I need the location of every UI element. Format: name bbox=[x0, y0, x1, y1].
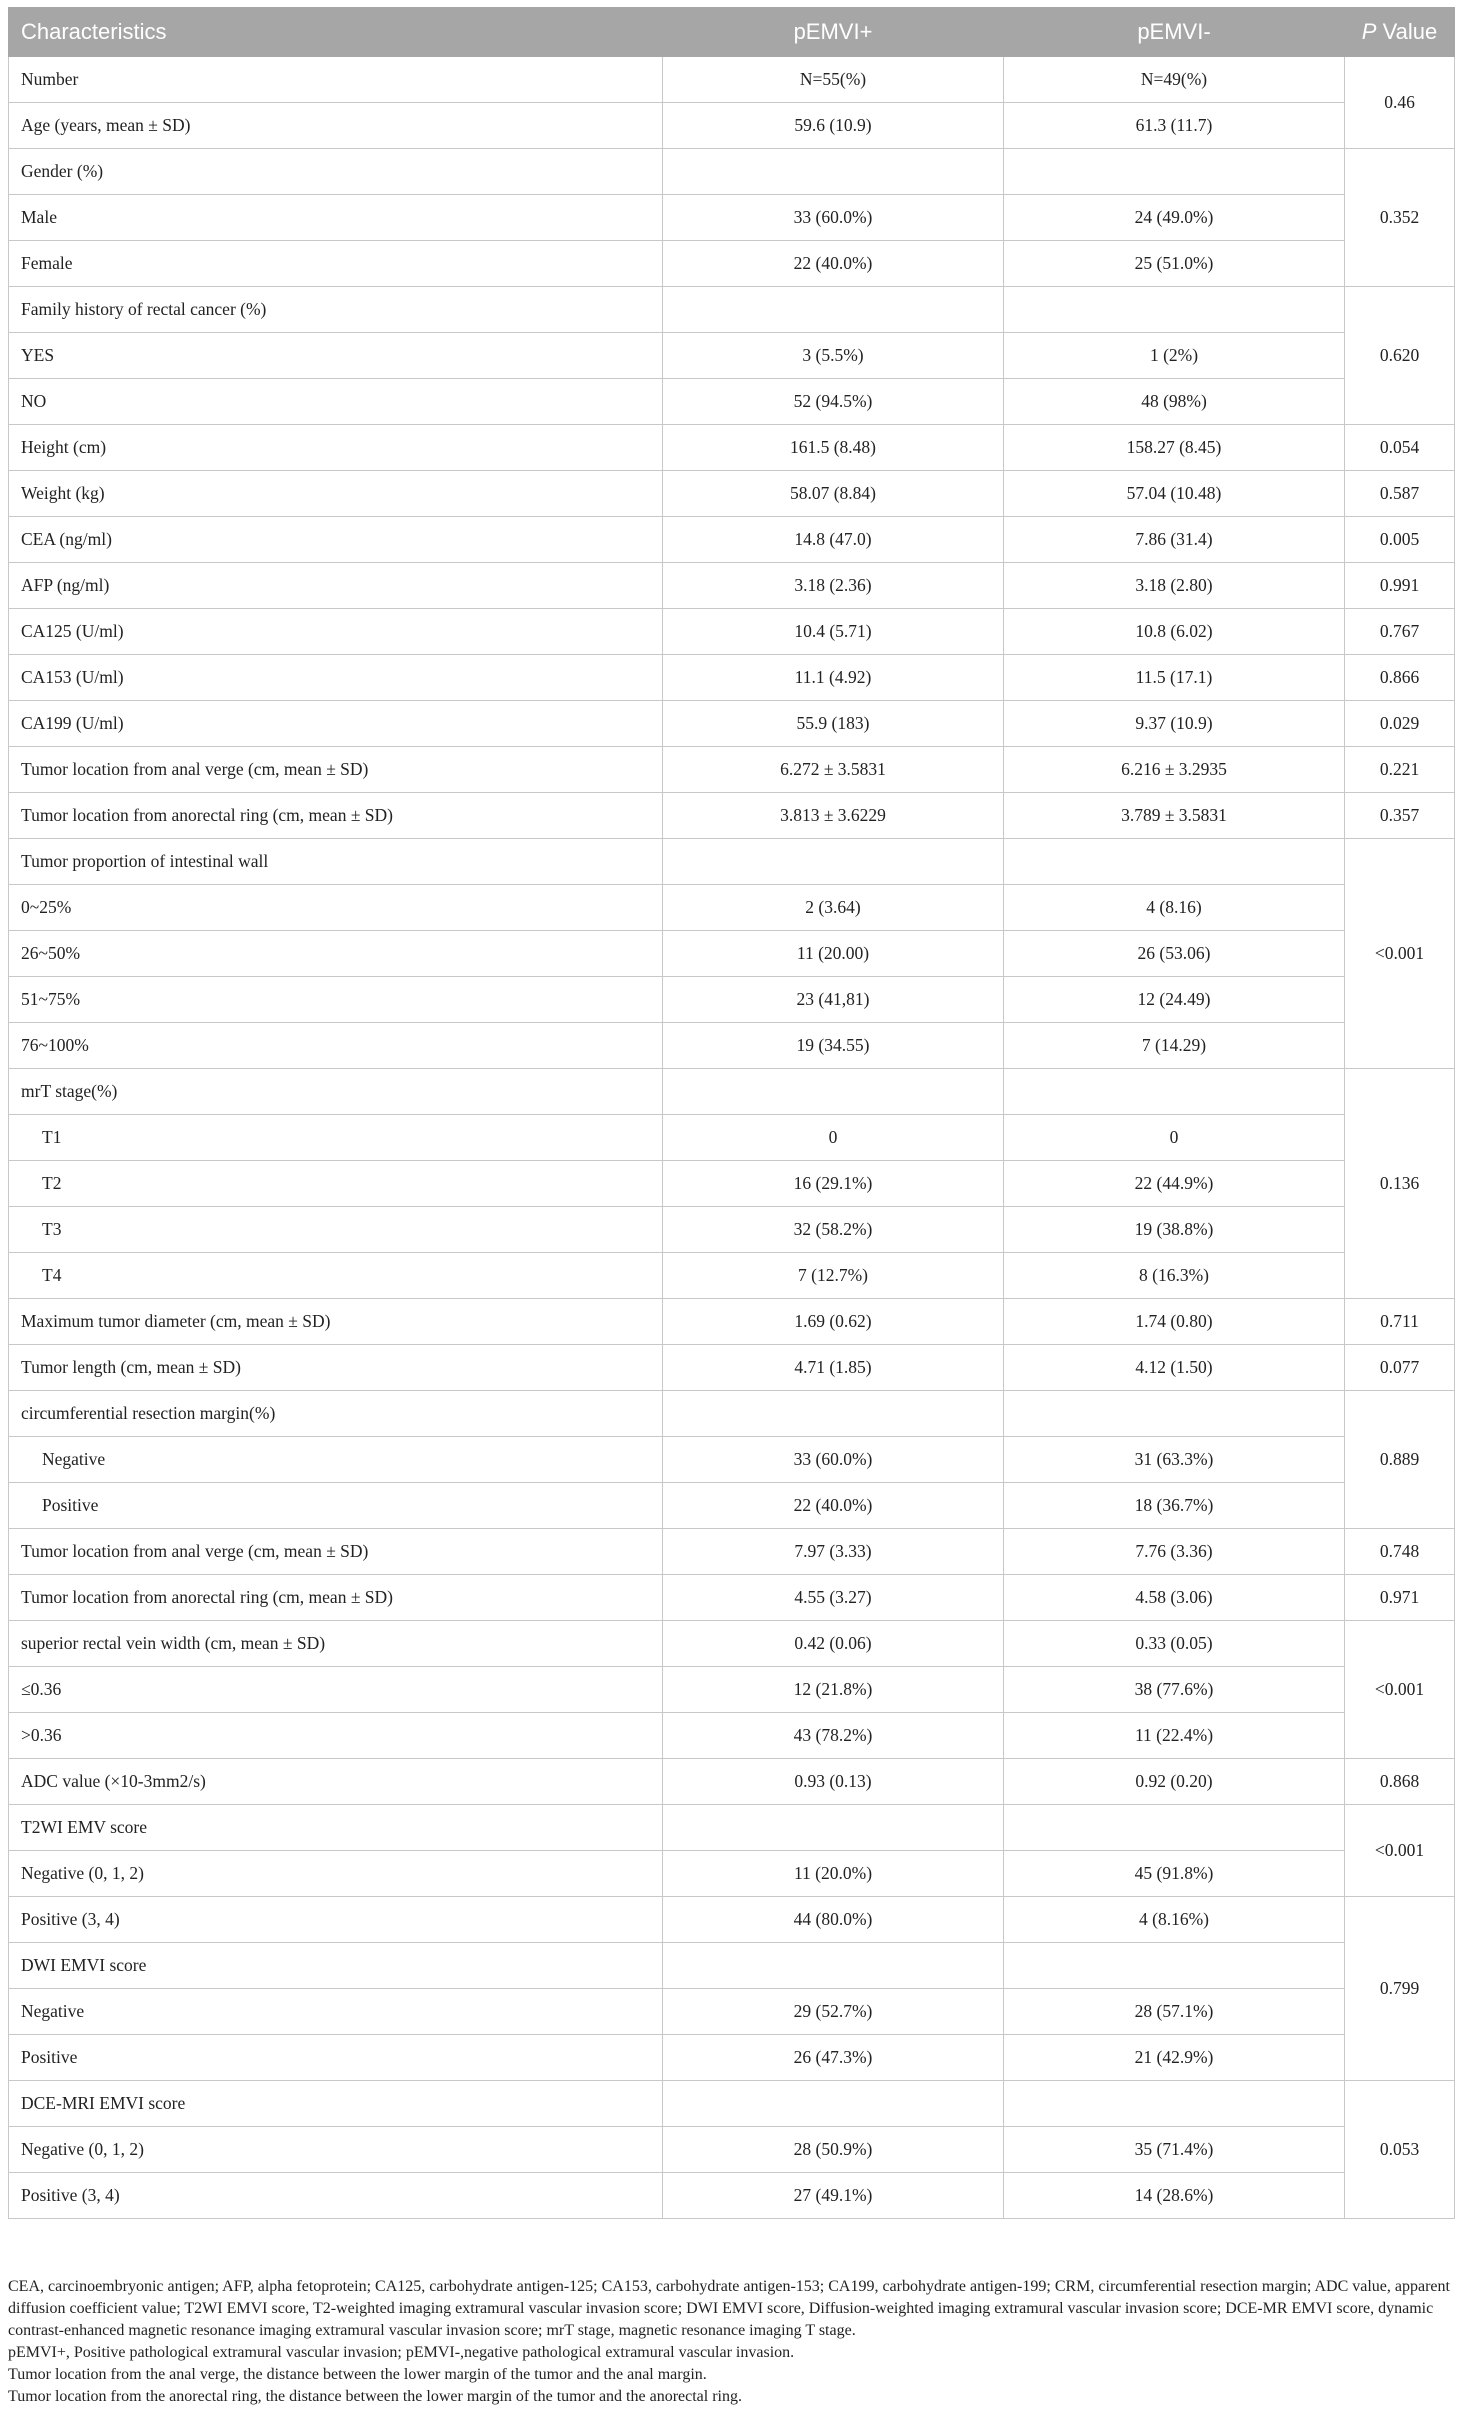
cell-pos: 52 (94.5%) bbox=[663, 379, 1004, 425]
table-row bbox=[9, 931, 1455, 977]
cell-pos: 43 (78.2%) bbox=[663, 1713, 1004, 1759]
characteristics-table bbox=[8, 7, 1455, 2219]
cell-neg: 7.76 (3.36) bbox=[1004, 1529, 1345, 1575]
cell-neg: N=49(%) bbox=[1004, 57, 1345, 103]
row-label: CA199 (U/ml) bbox=[9, 701, 663, 747]
row-label: Weight (kg) bbox=[9, 471, 663, 517]
row-label: T1 bbox=[9, 1115, 663, 1161]
row-label: NO bbox=[9, 379, 663, 425]
table-row bbox=[9, 379, 1455, 425]
row-label: Family history of rectal cancer (%) bbox=[9, 287, 663, 333]
cell-neg: 4.12 (1.50) bbox=[1004, 1345, 1345, 1391]
cell-neg: 38 (77.6%) bbox=[1004, 1667, 1345, 1713]
cell-pos: 4.71 (1.85) bbox=[663, 1345, 1004, 1391]
cell-pos: 2 (3.64) bbox=[663, 885, 1004, 931]
table-row bbox=[9, 563, 1455, 609]
cell-pos: 44 (80.0%) bbox=[663, 1897, 1004, 1943]
header-pemvi-positive: pEMVI+ bbox=[663, 8, 1004, 57]
table-row bbox=[9, 2035, 1455, 2081]
cell-pos: 4.55 (3.27) bbox=[663, 1575, 1004, 1621]
footnote-abbreviations: CEA, carcinoembryonic antigen; AFP, alpha fetoprotein; CA125, carbohydrate antigen-125; CA153, carbohydrate antigen-153; CA199, carbohydrate antigen-199; CRM, circumferential resection margin; ADC value, apparent diffusion coefficient value; T2WI EMVI score, T2-weighted imaging extramural vascular invasion score; DWI EMVI score, Diffusion-weighted imaging extramural vascular invasion score; DCE-MR EMVI score, dynamic contrast-enhanced magnetic resonance imaging extramural vascular invasion score; mrT stage, magnetic resonance imaging T stage. bbox=[8, 2278, 1450, 2339]
cell-pos bbox=[663, 2081, 1004, 2127]
table-row bbox=[9, 1437, 1455, 1483]
table-row bbox=[9, 241, 1455, 287]
cell-neg: 0.33 (0.05) bbox=[1004, 1621, 1345, 1667]
cell-pos: 1.69 (0.62) bbox=[663, 1299, 1004, 1345]
cell-neg: 45 (91.8%) bbox=[1004, 1851, 1345, 1897]
cell-p: 0.136 bbox=[1345, 1069, 1455, 1299]
row-label: T2WI EMV score bbox=[9, 1805, 663, 1851]
table-body bbox=[9, 57, 1455, 2219]
row-label: Positive (3, 4) bbox=[9, 1897, 663, 1943]
row-label: ADC value (×10-3mm2/s) bbox=[9, 1759, 663, 1805]
table-row bbox=[9, 655, 1455, 701]
cell-neg: 0 bbox=[1004, 1115, 1345, 1161]
table-row bbox=[9, 1023, 1455, 1069]
table-row bbox=[9, 287, 1455, 333]
cell-pos: 11.1 (4.92) bbox=[663, 655, 1004, 701]
header-p-value bbox=[1345, 8, 1455, 57]
table-row bbox=[9, 425, 1455, 471]
row-label: Positive bbox=[9, 1483, 663, 1529]
table-row bbox=[9, 1345, 1455, 1391]
cell-pos bbox=[663, 287, 1004, 333]
table-row bbox=[9, 2173, 1455, 2219]
cell-neg: 0.92 (0.20) bbox=[1004, 1759, 1345, 1805]
row-label: Tumor proportion of intestinal wall bbox=[9, 839, 663, 885]
row-label: superior rectal vein width (cm, mean ± SD) bbox=[9, 1621, 663, 1667]
cell-p: 0.748 bbox=[1345, 1529, 1455, 1575]
row-label: Tumor length (cm, mean ± SD) bbox=[9, 1345, 663, 1391]
cell-neg: 1.74 (0.80) bbox=[1004, 1299, 1345, 1345]
row-label: 26~50% bbox=[9, 931, 663, 977]
cell-neg bbox=[1004, 1943, 1345, 1989]
cell-pos: 59.6 (10.9) bbox=[663, 103, 1004, 149]
cell-pos: 29 (52.7%) bbox=[663, 1989, 1004, 2035]
cell-p: 0.352 bbox=[1345, 149, 1455, 287]
cell-neg: 24 (49.0%) bbox=[1004, 195, 1345, 241]
cell-pos: 23 (41,81) bbox=[663, 977, 1004, 1023]
table-header bbox=[9, 8, 1455, 57]
cell-neg: 35 (71.4%) bbox=[1004, 2127, 1345, 2173]
table-row bbox=[9, 471, 1455, 517]
cell-p: 0.46 bbox=[1345, 57, 1455, 149]
cell-p: <0.001 bbox=[1345, 1621, 1455, 1759]
cell-neg bbox=[1004, 1391, 1345, 1437]
table-row bbox=[9, 57, 1455, 103]
row-label: Tumor location from anorectal ring (cm, mean ± SD) bbox=[9, 793, 663, 839]
row-label: CA125 (U/ml) bbox=[9, 609, 663, 655]
table-row bbox=[9, 195, 1455, 241]
cell-pos bbox=[663, 1943, 1004, 1989]
table-row bbox=[9, 609, 1455, 655]
table-row bbox=[9, 2127, 1455, 2173]
cell-neg: 19 (38.8%) bbox=[1004, 1207, 1345, 1253]
table-footnotes bbox=[8, 2276, 1454, 2408]
row-label: Age (years, mean ± SD) bbox=[9, 103, 663, 149]
cell-p: 0.620 bbox=[1345, 287, 1455, 425]
cell-pos: 11 (20.00) bbox=[663, 931, 1004, 977]
cell-neg: 158.27 (8.45) bbox=[1004, 425, 1345, 471]
cell-p: 0.077 bbox=[1345, 1345, 1455, 1391]
cell-p: 0.221 bbox=[1345, 747, 1455, 793]
cell-p: 0.991 bbox=[1345, 563, 1455, 609]
cell-neg: 1 (2%) bbox=[1004, 333, 1345, 379]
cell-pos: 0 bbox=[663, 1115, 1004, 1161]
header-pemvi-negative: pEMVI- bbox=[1004, 8, 1345, 57]
row-label: Number bbox=[9, 57, 663, 103]
cell-pos: 3 (5.5%) bbox=[663, 333, 1004, 379]
table-row bbox=[9, 1575, 1455, 1621]
row-label: 76~100% bbox=[9, 1023, 663, 1069]
table-row bbox=[9, 517, 1455, 563]
cell-pos: N=55(%) bbox=[663, 57, 1004, 103]
cell-pos bbox=[663, 1805, 1004, 1851]
row-label: DWI EMVI score bbox=[9, 1943, 663, 1989]
cell-pos: 16 (29.1%) bbox=[663, 1161, 1004, 1207]
table-row bbox=[9, 2081, 1455, 2127]
cell-neg bbox=[1004, 149, 1345, 195]
row-label: DCE-MRI EMVI score bbox=[9, 2081, 663, 2127]
table-row bbox=[9, 1621, 1455, 1667]
table-row bbox=[9, 1069, 1455, 1115]
cell-neg: 48 (98%) bbox=[1004, 379, 1345, 425]
row-label: Negative bbox=[9, 1437, 663, 1483]
cell-neg: 4.58 (3.06) bbox=[1004, 1575, 1345, 1621]
table-row bbox=[9, 1667, 1455, 1713]
cell-pos: 0.42 (0.06) bbox=[663, 1621, 1004, 1667]
cell-p: 0.889 bbox=[1345, 1391, 1455, 1529]
cell-p: 0.029 bbox=[1345, 701, 1455, 747]
cell-p: <0.001 bbox=[1345, 1805, 1455, 1897]
table-row bbox=[9, 885, 1455, 931]
row-label: Tumor location from anorectal ring (cm, mean ± SD) bbox=[9, 1575, 663, 1621]
cell-pos: 7.97 (3.33) bbox=[663, 1529, 1004, 1575]
table-row bbox=[9, 977, 1455, 1023]
row-label: T4 bbox=[9, 1253, 663, 1299]
cell-pos: 6.272 ± 3.5831 bbox=[663, 747, 1004, 793]
cell-neg: 8 (16.3%) bbox=[1004, 1253, 1345, 1299]
cell-pos: 11 (20.0%) bbox=[663, 1851, 1004, 1897]
cell-neg: 28 (57.1%) bbox=[1004, 1989, 1345, 2035]
header-p-rest: Value bbox=[1376, 19, 1438, 44]
row-label: 0~25% bbox=[9, 885, 663, 931]
row-label: Positive (3, 4) bbox=[9, 2173, 663, 2219]
table-row bbox=[9, 1391, 1455, 1437]
cell-neg: 31 (63.3%) bbox=[1004, 1437, 1345, 1483]
cell-p: 0.868 bbox=[1345, 1759, 1455, 1805]
cell-neg: 25 (51.0%) bbox=[1004, 241, 1345, 287]
cell-neg: 18 (36.7%) bbox=[1004, 1483, 1345, 1529]
row-label: mrT stage(%) bbox=[9, 1069, 663, 1115]
table-row bbox=[9, 1713, 1455, 1759]
header-characteristics: Characteristics bbox=[9, 8, 663, 57]
cell-p: 0.767 bbox=[1345, 609, 1455, 655]
table-row bbox=[9, 1851, 1455, 1897]
row-label: ≤0.36 bbox=[9, 1667, 663, 1713]
cell-pos: 22 (40.0%) bbox=[663, 1483, 1004, 1529]
cell-neg: 22 (44.9%) bbox=[1004, 1161, 1345, 1207]
cell-pos: 22 (40.0%) bbox=[663, 241, 1004, 287]
table-row bbox=[9, 1483, 1455, 1529]
cell-neg: 57.04 (10.48) bbox=[1004, 471, 1345, 517]
cell-pos: 26 (47.3%) bbox=[663, 2035, 1004, 2081]
cell-neg: 14 (28.6%) bbox=[1004, 2173, 1345, 2219]
cell-pos: 58.07 (8.84) bbox=[663, 471, 1004, 517]
cell-p: 0.799 bbox=[1345, 1897, 1455, 2081]
cell-neg bbox=[1004, 2081, 1345, 2127]
cell-pos: 161.5 (8.48) bbox=[663, 425, 1004, 471]
cell-pos: 14.8 (47.0) bbox=[663, 517, 1004, 563]
cell-pos: 3.813 ± 3.6229 bbox=[663, 793, 1004, 839]
row-label: Female bbox=[9, 241, 663, 287]
cell-p: 0.357 bbox=[1345, 793, 1455, 839]
cell-pos: 28 (50.9%) bbox=[663, 2127, 1004, 2173]
cell-pos bbox=[663, 1069, 1004, 1115]
cell-neg: 7 (14.29) bbox=[1004, 1023, 1345, 1069]
table-row bbox=[9, 793, 1455, 839]
cell-neg: 10.8 (6.02) bbox=[1004, 609, 1345, 655]
row-label: Negative bbox=[9, 1989, 663, 2035]
cell-p: 0.587 bbox=[1345, 471, 1455, 517]
cell-p: 0.711 bbox=[1345, 1299, 1455, 1345]
cell-neg: 26 (53.06) bbox=[1004, 931, 1345, 977]
row-label: T3 bbox=[9, 1207, 663, 1253]
cell-pos: 33 (60.0%) bbox=[663, 1437, 1004, 1483]
table-container bbox=[8, 7, 1454, 2219]
row-label: Male bbox=[9, 195, 663, 241]
row-label: CA153 (U/ml) bbox=[9, 655, 663, 701]
table-row bbox=[9, 1943, 1455, 1989]
cell-pos: 33 (60.0%) bbox=[663, 195, 1004, 241]
row-label: Tumor location from anal verge (cm, mean ± SD) bbox=[9, 1529, 663, 1575]
table-row bbox=[9, 1989, 1455, 2035]
cell-neg: 7.86 (31.4) bbox=[1004, 517, 1345, 563]
footnote-pemvi: pEMVI+, Positive pathological extramural vascular invasion; pEMVI-,negative pathological extramural vascular invasion. bbox=[8, 2344, 795, 2361]
cell-pos: 10.4 (5.71) bbox=[663, 609, 1004, 655]
cell-p: 0.054 bbox=[1345, 425, 1455, 471]
cell-pos: 19 (34.55) bbox=[663, 1023, 1004, 1069]
header-row bbox=[9, 8, 1455, 57]
cell-pos: 7 (12.7%) bbox=[663, 1253, 1004, 1299]
table-row bbox=[9, 839, 1455, 885]
footnote-anal-verge: Tumor location from the anal verge, the distance between the lower margin of the tumor and the anal margin. bbox=[8, 2366, 707, 2383]
table-row bbox=[9, 1897, 1455, 1943]
row-label: Maximum tumor diameter (cm, mean ± SD) bbox=[9, 1299, 663, 1345]
cell-neg: 9.37 (10.9) bbox=[1004, 701, 1345, 747]
table-row bbox=[9, 103, 1455, 149]
footnote-anorectal-ring: Tumor location from the anorectal ring, the distance between the lower margin of the tumor and the anorectal ring. bbox=[8, 2388, 742, 2405]
cell-neg: 4 (8.16) bbox=[1004, 885, 1345, 931]
table-row bbox=[9, 1529, 1455, 1575]
cell-neg: 11 (22.4%) bbox=[1004, 1713, 1345, 1759]
table-row bbox=[9, 701, 1455, 747]
row-label: Negative (0, 1, 2) bbox=[9, 1851, 663, 1897]
table-row bbox=[9, 1161, 1455, 1207]
row-label: >0.36 bbox=[9, 1713, 663, 1759]
cell-neg: 12 (24.49) bbox=[1004, 977, 1345, 1023]
cell-p: 0.866 bbox=[1345, 655, 1455, 701]
cell-pos: 0.93 (0.13) bbox=[663, 1759, 1004, 1805]
cell-neg bbox=[1004, 287, 1345, 333]
row-label: Negative (0, 1, 2) bbox=[9, 2127, 663, 2173]
header-p-italic: P bbox=[1361, 19, 1377, 44]
table-row bbox=[9, 1759, 1455, 1805]
row-label: Height (cm) bbox=[9, 425, 663, 471]
table-row bbox=[9, 1207, 1455, 1253]
cell-p: 0.005 bbox=[1345, 517, 1455, 563]
cell-pos bbox=[663, 149, 1004, 195]
cell-neg: 4 (8.16%) bbox=[1004, 1897, 1345, 1943]
cell-neg: 61.3 (11.7) bbox=[1004, 103, 1345, 149]
table-row bbox=[9, 1805, 1455, 1851]
row-label: CEA (ng/ml) bbox=[9, 517, 663, 563]
cell-neg: 3.18 (2.80) bbox=[1004, 563, 1345, 609]
table-row bbox=[9, 747, 1455, 793]
cell-p: 0.971 bbox=[1345, 1575, 1455, 1621]
cell-neg: 6.216 ± 3.2935 bbox=[1004, 747, 1345, 793]
cell-neg: 21 (42.9%) bbox=[1004, 2035, 1345, 2081]
cell-pos: 55.9 (183) bbox=[663, 701, 1004, 747]
cell-neg bbox=[1004, 1805, 1345, 1851]
table-row bbox=[9, 1115, 1455, 1161]
cell-pos bbox=[663, 1391, 1004, 1437]
row-label: T2 bbox=[9, 1161, 663, 1207]
cell-pos: 27 (49.1%) bbox=[663, 2173, 1004, 2219]
cell-pos: 3.18 (2.36) bbox=[663, 563, 1004, 609]
cell-p: <0.001 bbox=[1345, 839, 1455, 1069]
table-row bbox=[9, 1253, 1455, 1299]
row-label: AFP (ng/ml) bbox=[9, 563, 663, 609]
row-label: Tumor location from anal verge (cm, mean ± SD) bbox=[9, 747, 663, 793]
row-label: 51~75% bbox=[9, 977, 663, 1023]
cell-neg: 3.789 ± 3.5831 bbox=[1004, 793, 1345, 839]
row-label: circumferential resection margin(%) bbox=[9, 1391, 663, 1437]
table-row bbox=[9, 333, 1455, 379]
cell-p: 0.053 bbox=[1345, 2081, 1455, 2219]
cell-neg bbox=[1004, 1069, 1345, 1115]
cell-pos bbox=[663, 839, 1004, 885]
cell-pos: 32 (58.2%) bbox=[663, 1207, 1004, 1253]
cell-neg: 11.5 (17.1) bbox=[1004, 655, 1345, 701]
table-row bbox=[9, 149, 1455, 195]
row-label: YES bbox=[9, 333, 663, 379]
table-row bbox=[9, 1299, 1455, 1345]
cell-neg bbox=[1004, 839, 1345, 885]
cell-pos: 12 (21.8%) bbox=[663, 1667, 1004, 1713]
row-label: Positive bbox=[9, 2035, 663, 2081]
row-label: Gender (%) bbox=[9, 149, 663, 195]
